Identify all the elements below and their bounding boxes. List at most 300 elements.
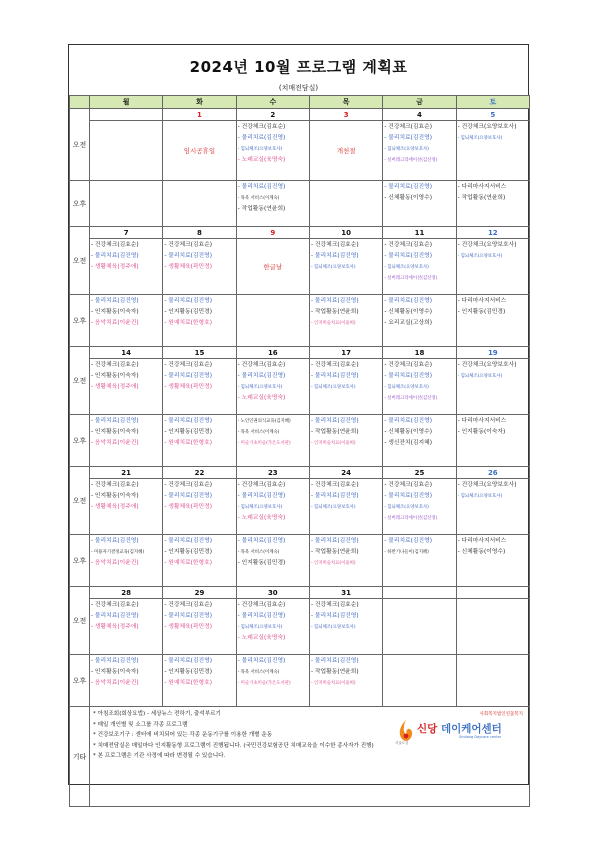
pm-program-cell <box>163 655 236 707</box>
pm-program-cell <box>236 295 309 347</box>
program-item: - 물리치료(김진영) <box>91 298 139 304</box>
program-list <box>457 535 529 558</box>
am-program-cell <box>309 359 382 415</box>
program-list <box>90 181 162 182</box>
pm-label: 오후 <box>70 181 90 227</box>
program-item: - 건강체크(김효순) <box>164 482 212 488</box>
pm-program-cell <box>90 655 163 707</box>
pm-program-cell <box>383 415 456 467</box>
program-item: - 건강체크(김효순) <box>91 362 139 368</box>
program-item: - 원예치료(한형호) <box>164 440 212 446</box>
date-row-label: 오전 <box>70 467 90 535</box>
am-program-cell <box>163 479 236 535</box>
weekday-fri: 금 <box>383 96 456 109</box>
pm-program-cell <box>309 181 382 227</box>
program-item: - 신체활동(이영수) <box>384 429 432 435</box>
note-item: * 건강보조기구 : 센터에 비치되어 있는 각종 운동기구를 이용한 개별 운동 <box>93 732 273 738</box>
am-program-cell <box>309 239 382 295</box>
program-item: - 힘뇌체조(요양보호사) <box>310 385 356 390</box>
program-item: - 미술기초미술(가은도서관) <box>237 441 291 446</box>
day-number: 10 <box>309 227 382 239</box>
am-program-cell <box>383 239 456 295</box>
program-item: - 다리마사지서비스 <box>457 184 507 190</box>
program-item: - 힘뇌체조(요양보호사) <box>237 385 283 390</box>
date-row <box>70 587 530 599</box>
day-number: 7 <box>90 227 163 239</box>
program-item: - 생활체육(곽민정) <box>164 504 212 510</box>
program-item: - 물리치료(김진영) <box>237 184 286 190</box>
program-list <box>90 359 162 393</box>
pm-program-cell <box>163 295 236 347</box>
am-row <box>70 121 530 181</box>
program-item: - 물리치료(김진영) <box>164 613 212 619</box>
program-list <box>457 479 529 502</box>
program-item: - 물리치료(김진영) <box>164 538 212 544</box>
program-item: - 생신잔치(김지혜) <box>384 440 432 446</box>
program-list <box>457 359 529 382</box>
pm-program-cell <box>309 535 382 587</box>
program-list <box>90 295 162 329</box>
program-item: - 물리치료(김진영) <box>164 493 212 499</box>
program-list <box>237 415 309 449</box>
program-list <box>310 359 382 393</box>
program-item: - 목욕 서비스(이계숙) <box>237 196 280 201</box>
program-list <box>163 239 235 273</box>
pm-program-cell <box>456 655 529 707</box>
pm-program-cell <box>383 535 456 587</box>
day-number: 22 <box>163 467 236 479</box>
pm-program-cell <box>456 535 529 587</box>
program-list <box>237 295 309 296</box>
program-item: - 생활체육(정주애) <box>91 624 139 630</box>
date-row-label: 오전 <box>70 587 90 655</box>
program-item: - 물리치료(김진영) <box>384 493 432 499</box>
program-item: - 건강체크(김효순) <box>384 124 432 130</box>
day-number: 28 <box>90 587 163 599</box>
program-item: - 노래교실(육명숙) <box>237 157 286 163</box>
program-list <box>457 121 529 144</box>
program-list <box>383 239 455 284</box>
weekday-sat: 토 <box>456 96 529 109</box>
header-corner <box>70 96 90 109</box>
note-item: * 아침조회(회상요법) - 세상뉴스 전하기, 출석부르기 <box>93 711 221 717</box>
program-item: - 인지미술치료(이윤희) <box>310 441 356 446</box>
program-list <box>90 479 162 513</box>
program-item: - 힘뇌체조(요양보호사) <box>310 505 356 510</box>
program-list <box>237 655 309 689</box>
program-item: - 물리치료(김진영) <box>237 658 286 664</box>
pm-row <box>70 655 530 707</box>
program-item: - 생활체육(곽민정) <box>164 264 212 270</box>
program-item: - 실버레크리에이션(김신영) <box>384 158 438 163</box>
program-item: - 신체활동(이영수) <box>384 195 432 201</box>
program-item: - 힘뇌체조(요양보호사) <box>384 505 429 510</box>
am-program-cell <box>456 121 529 181</box>
day-number <box>90 109 163 121</box>
pm-program-cell <box>236 655 309 707</box>
program-item: - 건강체크(김효순) <box>384 242 432 248</box>
pm-program-cell <box>90 295 163 347</box>
note-item: * 본 프로그램은 기관 사정에 따라 변경될 수 있습니다. <box>93 753 226 759</box>
weekday-mon: 월 <box>90 96 163 109</box>
pm-program-cell <box>163 181 236 227</box>
program-item: - 음악치료(이윤진) <box>91 440 139 446</box>
am-program-cell <box>236 239 309 295</box>
program-item: - 물리치료(김진영) <box>310 418 359 424</box>
date-row <box>70 227 530 239</box>
am-program-cell <box>456 359 529 415</box>
program-item: - 생활체육(곽민정) <box>164 384 212 390</box>
program-item: - 물리치료(김진영) <box>237 135 286 141</box>
program-item: - 건강체크(요양보호사) <box>457 482 517 488</box>
program-item: - 힘뇌체조(요양보호사) <box>310 625 356 630</box>
holiday-label: 임시공휴일 <box>183 147 216 155</box>
program-item: - 건강체크(김효순) <box>237 362 286 368</box>
program-item: - 음악치료(이윤진) <box>91 560 139 566</box>
program-item: - 힘뇌체조(요양보호사) <box>384 265 429 270</box>
note-item: * 매일 개인별 및 소그룹 각종 프로그램 <box>93 721 188 728</box>
program-list <box>457 295 529 318</box>
day-number: 26 <box>456 467 529 479</box>
program-list <box>163 295 235 329</box>
pm-program-cell <box>309 415 382 467</box>
program-item: - 건강체크(요양보호사) <box>457 362 517 368</box>
date-row-label: 오전 <box>70 109 90 181</box>
program-item: - 목욕 서비스(이계숙) <box>237 670 280 675</box>
program-item: - 물리치료(김진영) <box>164 253 212 259</box>
am-program-cell <box>456 599 529 655</box>
program-list <box>457 599 529 600</box>
program-item: - 물리치료(김진영) <box>237 373 286 379</box>
day-number: 23 <box>236 467 309 479</box>
logo-name-part-a: 신당 <box>417 723 438 735</box>
program-list <box>90 415 162 449</box>
program-list <box>383 181 455 204</box>
day-number: 8 <box>163 227 236 239</box>
program-list <box>310 415 382 449</box>
program-list <box>383 295 455 329</box>
program-item: - 물리치료(김진영) <box>164 373 212 379</box>
program-item: - 인지활동(이숙자) <box>91 309 139 315</box>
program-item: - 작업활동(연윤희) <box>310 669 359 675</box>
day-number: 25 <box>383 467 456 479</box>
am-program-cell <box>309 479 382 535</box>
day-number: 5 <box>456 109 529 121</box>
program-item: - 건강체크(김효순) <box>384 482 432 488</box>
program-item: - 물리치료(김진영) <box>310 373 359 379</box>
program-item: - 건강체크(김효순) <box>310 602 359 608</box>
etc-notes-cell <box>90 707 530 807</box>
program-item: - 힘뇌체조(요양보호사) <box>237 505 283 510</box>
program-item: - 물리치료(김진영) <box>91 538 139 544</box>
am-program-cell <box>236 359 309 415</box>
program-item: - 물리치료(김진영) <box>384 135 432 141</box>
program-item: - 건강체크(김효순) <box>164 602 212 608</box>
date-row <box>70 109 530 121</box>
program-item: - 건강체크(김효순) <box>310 482 359 488</box>
program-item: - 물리치료(김진영) <box>164 658 212 664</box>
program-item: - 원예치료(한형호) <box>164 680 212 686</box>
pm-label: 오후 <box>70 535 90 587</box>
program-list <box>310 535 382 569</box>
pm-row <box>70 535 530 587</box>
am-program-cell <box>236 121 309 181</box>
program-item: - 인지미술치료(이윤희) <box>310 681 356 686</box>
program-item: - 물리치료(김진영) <box>384 418 432 424</box>
day-number: 21 <box>90 467 163 479</box>
etc-label: 기타 <box>70 707 90 807</box>
program-list <box>383 359 455 404</box>
logo-center-name <box>417 721 502 736</box>
program-item: - 생활체육(곽민정) <box>164 624 212 630</box>
day-number: 24 <box>309 467 382 479</box>
pm-program-cell <box>383 295 456 347</box>
program-item: - 힘뇌체조(요양보호사) <box>384 385 429 390</box>
program-item: - 인지미술치료(이윤희) <box>310 561 356 566</box>
date-row <box>70 347 530 359</box>
program-item: - 노인인권의식교육(김지혜) <box>237 419 291 424</box>
program-item: - 물리치료(김진영) <box>384 373 432 379</box>
am-program-cell <box>309 599 382 655</box>
program-item: - 작업활동(연윤희) <box>310 549 359 555</box>
program-item: - 물리치료(김진영) <box>310 538 359 544</box>
program-item: - 힘뇌체조(요양보호사) <box>457 374 503 379</box>
etc-row <box>70 707 530 807</box>
program-list <box>237 535 309 569</box>
program-item: - 실버레크리에이션(김신영) <box>384 396 438 401</box>
program-list <box>163 181 235 182</box>
logo-mark-icon <box>397 719 415 743</box>
program-list <box>310 479 382 513</box>
program-list <box>163 655 235 689</box>
program-item: - 목욕 서비스(이계숙) <box>237 550 280 555</box>
program-item: - 실버레크리에이션(김신영) <box>384 516 438 521</box>
program-item: - 건강체크(김효순) <box>310 242 359 248</box>
program-item: - 하반기나들이(김지혜) <box>384 550 429 555</box>
weekday-thu: 목 <box>309 96 382 109</box>
program-item: - 인지활동(김민경) <box>164 309 212 315</box>
day-number: 3 <box>309 109 382 121</box>
program-list <box>310 655 382 689</box>
program-list <box>383 415 455 449</box>
program-item: - 건강체크(김효순) <box>164 362 212 368</box>
program-item: - 노래교실(육명숙) <box>237 515 286 521</box>
logo-english-name: Sindang Daycare center <box>459 735 502 739</box>
program-item: - 인지활동(김민경) <box>164 549 212 555</box>
am-row <box>70 599 530 655</box>
program-schedule-page <box>68 44 529 785</box>
day-number: 12 <box>456 227 529 239</box>
program-list <box>90 535 162 569</box>
pm-program-cell <box>383 655 456 707</box>
program-list <box>237 479 309 524</box>
program-item: - 생활체육(정주애) <box>91 384 139 390</box>
holiday-label: 개천절 <box>336 147 356 155</box>
day-number: 15 <box>163 347 236 359</box>
am-program-cell <box>456 479 529 535</box>
day-number: 14 <box>90 347 163 359</box>
pm-label: 오후 <box>70 415 90 467</box>
program-item: - 인지활동(김민경) <box>457 309 506 315</box>
program-item: - 노래교실(육명숙) <box>237 635 286 641</box>
program-list <box>90 655 162 689</box>
program-list <box>163 535 235 569</box>
program-item: - 물리치료(김진영) <box>91 253 139 259</box>
am-row <box>70 479 530 535</box>
program-list <box>237 359 309 404</box>
program-list <box>163 415 235 449</box>
program-list <box>310 239 382 273</box>
pm-row <box>70 295 530 347</box>
program-item: - 인지활동(김민경) <box>164 429 212 435</box>
program-item: - 건강체크(김효순) <box>91 242 139 248</box>
pm-program-cell <box>309 295 382 347</box>
program-list <box>383 535 455 558</box>
program-item: - 건강체크(김효순) <box>164 242 212 248</box>
day-number: 11 <box>383 227 456 239</box>
am-program-cell <box>90 359 163 415</box>
program-item: - 물리치료(김진영) <box>310 613 359 619</box>
day-number: 2 <box>236 109 309 121</box>
day-number: 18 <box>383 347 456 359</box>
program-item: - 다리마사지서비스 <box>457 298 507 304</box>
program-item: - 미용자기결정교육(김지혜) <box>91 550 145 555</box>
day-number: 16 <box>236 347 309 359</box>
am-program-cell <box>383 359 456 415</box>
logo-org-name: 사회복지법인연꽃복지 <box>479 712 523 717</box>
holiday-label: 한글날 <box>263 263 283 271</box>
program-list <box>383 479 455 524</box>
program-item: - 신체활동(이영수) <box>457 549 506 555</box>
program-item: - 작업활동(연윤희) <box>457 195 506 201</box>
program-list <box>383 121 455 166</box>
program-item: - 힘뇌체조(요양보호사) <box>384 147 429 152</box>
am-program-cell <box>236 479 309 535</box>
schedule-table <box>69 95 530 807</box>
program-list <box>457 415 529 438</box>
am-program-cell <box>236 599 309 655</box>
am-program-cell <box>383 479 456 535</box>
center-logo <box>397 711 525 749</box>
program-item: - 물리치료(김진영) <box>91 613 139 619</box>
am-program-cell <box>163 239 236 295</box>
program-item: - 건강체크(요양보호사) <box>457 242 517 248</box>
program-item: - 건강체크(김효순) <box>237 124 286 130</box>
program-item: - 원예치료(한형호) <box>164 560 212 566</box>
day-number: 31 <box>309 587 382 599</box>
am-program-cell <box>90 599 163 655</box>
program-list <box>310 295 382 329</box>
program-list <box>237 599 309 644</box>
program-list <box>90 121 162 122</box>
program-list <box>310 181 382 182</box>
note-item: * 치매전담실은 매일마다 인지활동형 프로그램이 진행됩니다. (국민건강보험공단 치매교육을 이수한 종사자가 진행) <box>93 742 374 749</box>
pm-label: 오후 <box>70 655 90 707</box>
day-number <box>383 587 456 599</box>
date-row-label: 오전 <box>70 227 90 295</box>
program-item: - 생활체육(정주애) <box>91 264 139 270</box>
am-program-cell <box>163 599 236 655</box>
program-item: - 물리치료(김진영) <box>91 658 139 664</box>
program-list <box>457 181 529 204</box>
program-item: - 물리치료(김진영) <box>384 298 432 304</box>
program-list <box>163 599 235 633</box>
program-item: - 힘뇌체조(요양보호사) <box>237 147 283 152</box>
date-row <box>70 467 530 479</box>
pm-program-cell <box>236 415 309 467</box>
program-item: - 작업활동(연윤희) <box>310 309 359 315</box>
program-item: - 목욕 서비스(이계숙) <box>237 430 280 435</box>
am-program-cell <box>383 121 456 181</box>
program-item: - 인지활동(이숙자) <box>91 373 139 379</box>
program-item: - 힘뇌체조(요양보호사) <box>457 254 503 259</box>
day-number: 9 <box>236 227 309 239</box>
pm-program-cell <box>456 181 529 227</box>
weekday-wed: 수 <box>236 96 309 109</box>
am-program-cell <box>163 121 236 181</box>
program-list <box>383 655 455 656</box>
program-item: - 건강체크(김효순) <box>237 482 286 488</box>
program-list <box>457 239 529 262</box>
am-program-cell <box>90 239 163 295</box>
program-item: - 건강체크(김효순) <box>91 602 139 608</box>
program-item: - 실버레크리에이션(김신영) <box>384 276 438 281</box>
program-item: - 건강체크(김효순) <box>310 362 359 368</box>
page-subtitle: (치매전담실) <box>278 84 319 92</box>
program-item: - 물리치료(김진영) <box>310 658 359 664</box>
day-number: 1 <box>163 109 236 121</box>
program-list <box>90 599 162 633</box>
program-item: - 힘뇌체조(요양보호사) <box>457 494 503 499</box>
pm-program-cell <box>309 655 382 707</box>
day-number: 17 <box>309 347 382 359</box>
am-program-cell <box>90 479 163 535</box>
am-row <box>70 239 530 295</box>
program-item: - 힘뇌체조(요양보호사) <box>310 265 356 270</box>
pm-row <box>70 181 530 227</box>
program-item: - 힘뇌체조(요양보호사) <box>237 625 283 630</box>
pm-program-cell <box>90 535 163 587</box>
logo-name-part-b: 데이케어센터 <box>440 723 502 735</box>
day-number <box>456 587 529 599</box>
logo-sub-text: 서울도심 <box>395 741 409 745</box>
program-item: - 작업활동(연윤희) <box>237 206 286 212</box>
program-item: - 건강체크(김효순) <box>237 602 286 608</box>
program-item: - 작업활동(연윤희) <box>310 429 359 435</box>
program-list <box>90 239 162 273</box>
program-item: - 물리치료(김진영) <box>384 184 432 190</box>
day-number: 4 <box>383 109 456 121</box>
day-number: 19 <box>456 347 529 359</box>
program-item: - 음악치료(이윤진) <box>91 680 139 686</box>
program-list <box>163 479 235 513</box>
program-item: - 물리치료(김진영) <box>310 493 359 499</box>
program-item: - 물리치료(김진영) <box>237 493 286 499</box>
pm-program-cell <box>236 535 309 587</box>
program-item: - 미술기초미술(가은도서관) <box>237 681 291 686</box>
program-item: - 물리치료(김진영) <box>310 253 359 259</box>
am-program-cell <box>383 599 456 655</box>
program-item: - 물리치료(김진영) <box>164 418 212 424</box>
weekday-header-row <box>70 96 530 109</box>
program-item: - 힘뇌체조(요양보호사) <box>457 136 503 141</box>
program-item: - 다리마사지서비스 <box>457 538 507 544</box>
program-item: - 인지활동(김민경) <box>237 560 286 566</box>
program-item: - 인지활동(이숙자) <box>91 669 139 675</box>
program-item: - 물리치료(김진영) <box>237 613 286 619</box>
program-item: - 건강체크(김효순) <box>91 482 139 488</box>
program-list <box>457 655 529 656</box>
